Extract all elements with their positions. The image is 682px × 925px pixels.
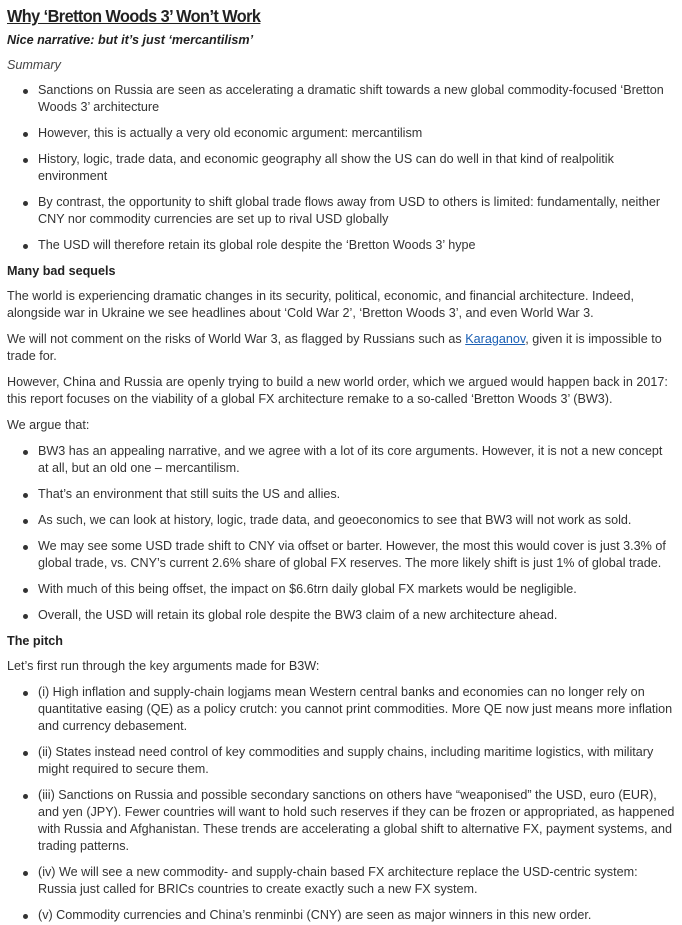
argument-list [7, 443, 675, 624]
paragraph [7, 331, 675, 365]
karaganov-link[interactable]: Karaganov [465, 332, 526, 346]
list-item: Sanctions on Russia are seen as accelerating a dramatic shift towards a new global commodity-focused ‘Bretton Woods 3’ architecture [7, 82, 675, 116]
paragraph: We argue that: [7, 418, 90, 432]
list-item: We may see some USD trade shift to CNY via offset or barter. However, the most this would cover is just 3.3% of global trade, vs. CNY’s current 2.6% share of global FX reserves. The more likely shift is just 1% of global trade. [7, 538, 675, 572]
list-item: However, this is actually a very old economic argument: mercantilism [7, 125, 675, 142]
section-heading-many-bad-sequels: Many bad sequels [7, 264, 116, 278]
paragraph: The world is experiencing dramatic changes in its security, political, economic, and financial architecture. Indeed, alongside war in Ukraine we see headlines about ‘Cold War 2’, ‘Bretton Woods 3’, and even World War 3. [7, 289, 634, 320]
paragraph-text: , given it is impossible to trade for. [7, 332, 662, 363]
list-item: (iv) We will see a new commodity- and supply-chain based FX architecture replace the USD-centric system: Russia just called for BRICs countries to create exactly such a new FX system. [7, 864, 675, 898]
list-item: As such, we can look at history, logic, trade data, and geoeconomics to see that BW3 will not work as sold. [7, 512, 675, 529]
list-item: The USD will therefore retain its global role despite the ‘Bretton Woods 3’ hype [7, 237, 675, 254]
article-subtitle: Nice narrative: but it’s just ‘mercantilism’ [7, 33, 254, 47]
summary-list [7, 82, 675, 254]
list-item: By contrast, the opportunity to shift global trade flows away from USD to others is limited: fundamentally, neither CNY nor commodity currencies are set up to rival USD globally [7, 194, 675, 228]
list-item: (iii) Sanctions on Russia and possible secondary sanctions on others have “weaponised” the USD, euro (EUR), and yen (JPY). Fewer countries will want to hold such reserves if they can be frozen or appropriated, as happened with Russia and Afghanistan. These trends are accelerating a global shift to alternative FX, payment systems, and trading patterns. [7, 787, 675, 855]
article-title: Why ‘Bretton Woods 3’ Won’t Work [7, 6, 261, 26]
paragraph-text: We will not comment on the risks of World War 3, as flagged by Russians such as [7, 332, 466, 346]
list-item: With much of this being offset, the impact on $6.6trn daily global FX markets would be negligible. [7, 581, 675, 598]
list-item: (v) Commodity currencies and China’s renminbi (CNY) are seen as major winners in this new order. [7, 907, 675, 924]
list-item: History, logic, trade data, and economic geography all show the US can do well in that kind of realpolitik environment [7, 151, 675, 185]
list-item: (ii) States instead need control of key commodities and supply chains, including maritime logistics, with military might required to secure them. [7, 744, 675, 778]
paragraph: Let’s first run through the key arguments made for B3W: [7, 659, 320, 673]
list-item: That’s an environment that still suits the US and allies. [7, 486, 675, 503]
list-item: (i) High inflation and supply-chain logjams mean Western central banks and economies can no longer rely on quantitative easing (QE) as a policy crutch: you cannot print commodities. More QE now just means more inflation and currency debasement. [7, 684, 675, 735]
paragraph: However, China and Russia are openly trying to build a new world order, which we argued would happen back in 2017: this report focuses on the viability of a global FX architecture remake to a so-called ‘Bretton Woods 3’ (BW3). [7, 375, 668, 406]
pitch-list [7, 684, 675, 924]
section-heading-the-pitch: The pitch [7, 634, 63, 648]
summary-label: Summary [7, 58, 61, 72]
list-item: Overall, the USD will retain its global role despite the BW3 claim of a new architecture ahead. [7, 607, 675, 624]
list-item: BW3 has an appealing narrative, and we agree with a lot of its core arguments. However, it is not a new concept at all, but an old one – mercantilism. [7, 443, 675, 477]
